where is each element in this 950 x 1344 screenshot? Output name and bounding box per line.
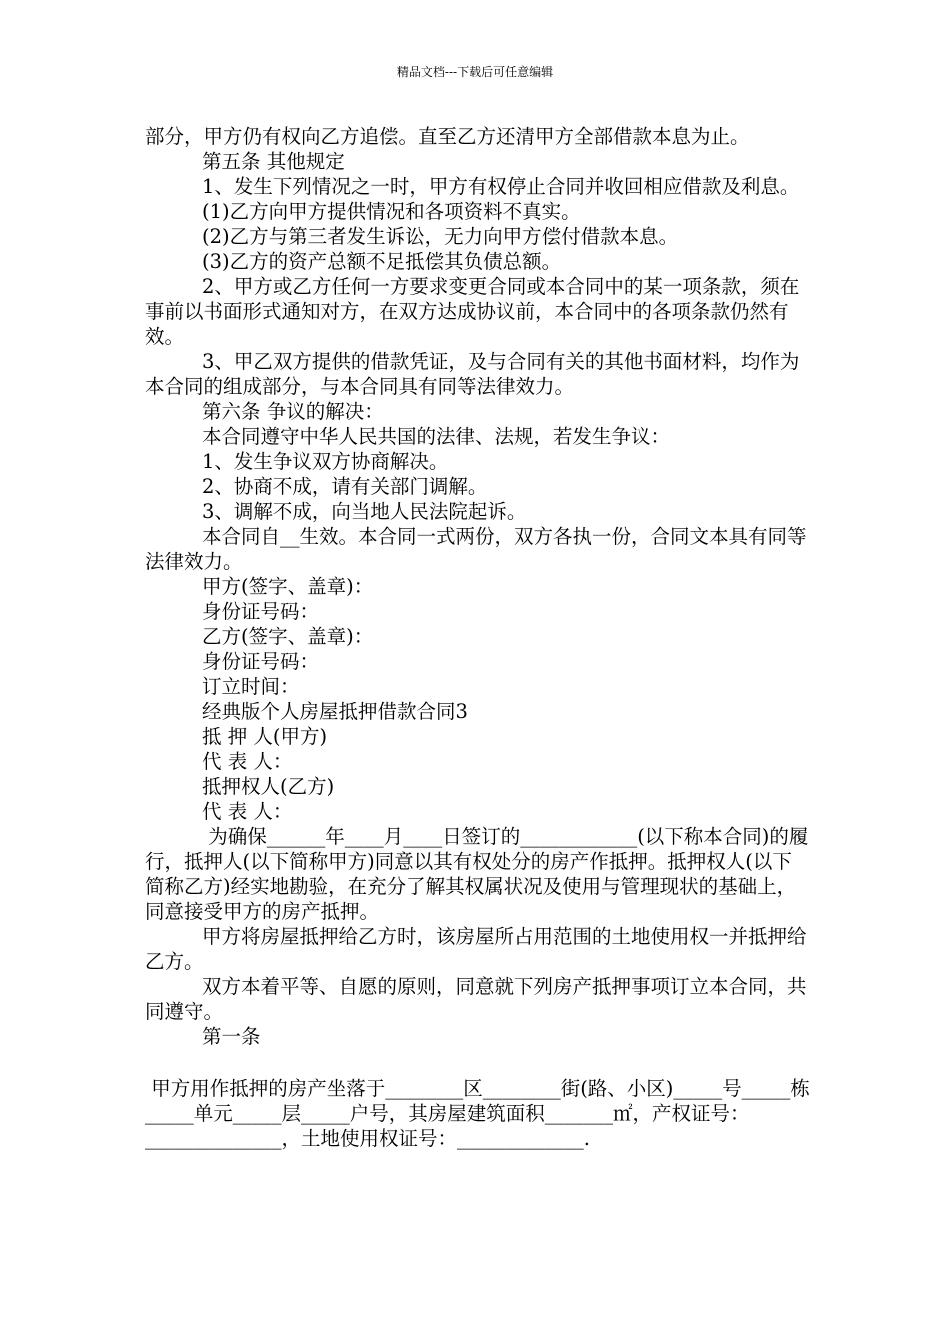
paragraph: 甲方将房屋抵押给乙方时，该房屋所占用范围的土地使用权一并抵押给乙方。: [145, 925, 807, 973]
paragraph: (1)乙方向甲方提供情况和各项资料不真实。: [202, 200, 581, 223]
paragraph: (3)乙方的资产总额不足抵偿其负债总额。: [202, 250, 562, 273]
blank-line: [145, 1049, 810, 1076]
paragraph: 甲方用作抵押的房产坐落于________区________街(路、小区)_____号_____栋_____单元_____层_____户号，其房屋建筑面积_______㎡，产权证号：______________，土地使用权证号：_____________.: [145, 1077, 810, 1150]
paragraph: 甲方(签字、盖章)：: [202, 575, 374, 598]
paragraph: 抵押权人(乙方): [202, 775, 335, 798]
paragraph: 代 表 人：: [202, 800, 293, 823]
paragraph: 乙方(签字、盖章)：: [202, 625, 374, 648]
paragraph: 代 表 人：: [202, 750, 293, 773]
paragraph: 为确保______年____月____日签订的____________(以下称本合同)的履行，抵押人(以下简称甲方)同意以其有权处分的房产作抵押。抵押权人(以下简称乙方)经实地勘验，在充分了解其权属状况及使用与管理现状的基础上，同意接受甲方的房产抵押。: [145, 825, 809, 923]
paragraph: 本合同遵守中华人民共国的法律、法规，若发生争议：: [202, 425, 671, 448]
paragraph: 抵 押 人(甲方): [202, 725, 328, 748]
paragraph: 经典版个人房屋抵押借款合同3: [202, 700, 468, 723]
paragraph: 身份证号码：: [202, 600, 320, 623]
paragraph: 部分，甲方仍有权向乙方追偿。直至乙方还清甲方全部借款本息为止。: [145, 125, 750, 148]
paragraph: 3、甲乙双方提供的借款凭证，及与合同有关的其他书面材料，均作为本合同的组成部分，与本合同具有同等法律效力。: [145, 350, 800, 398]
page-header: 精品文档---下载后可任意编辑: [396, 65, 554, 79]
paragraph: 1、发生争议双方协商解决。: [202, 450, 449, 473]
paragraph: (2)乙方与第三者发生诉讼，无力向甲方偿付借款本息。: [202, 225, 679, 248]
document-body: [145, 124, 810, 1151]
paragraph: 身份证号码：: [202, 650, 320, 673]
paragraph: 3、调解不成，向当地人民法院起诉。: [202, 500, 527, 523]
paragraph: 1、发生下列情况之一时，甲方有权停止合同并收回相应借款及利息。: [202, 175, 800, 198]
paragraph: 双方本着平等、自愿的原则，同意就下列房产抵押事项订立本合同，共同遵守。: [145, 975, 807, 1023]
paragraph: 第六条 争议的解决：: [202, 400, 384, 423]
paragraph: 2、协商不成，请有关部门调解。: [202, 475, 488, 498]
paragraph: 本合同自__生效。本合同一式两份，双方各执一份，合同文本具有同等法律效力。: [145, 525, 807, 573]
paragraph: 2、甲方或乙方任何一方要求变更合同或本合同中的某一项条款，须在事前以书面形式通知对方，在双方达成协议前，本合同中的各项条款仍然有效。: [145, 275, 800, 348]
paragraph: 第五条 其他规定: [202, 150, 345, 173]
paragraph: 第一条: [202, 1025, 261, 1048]
paragraph: 订立时间：: [202, 675, 300, 698]
